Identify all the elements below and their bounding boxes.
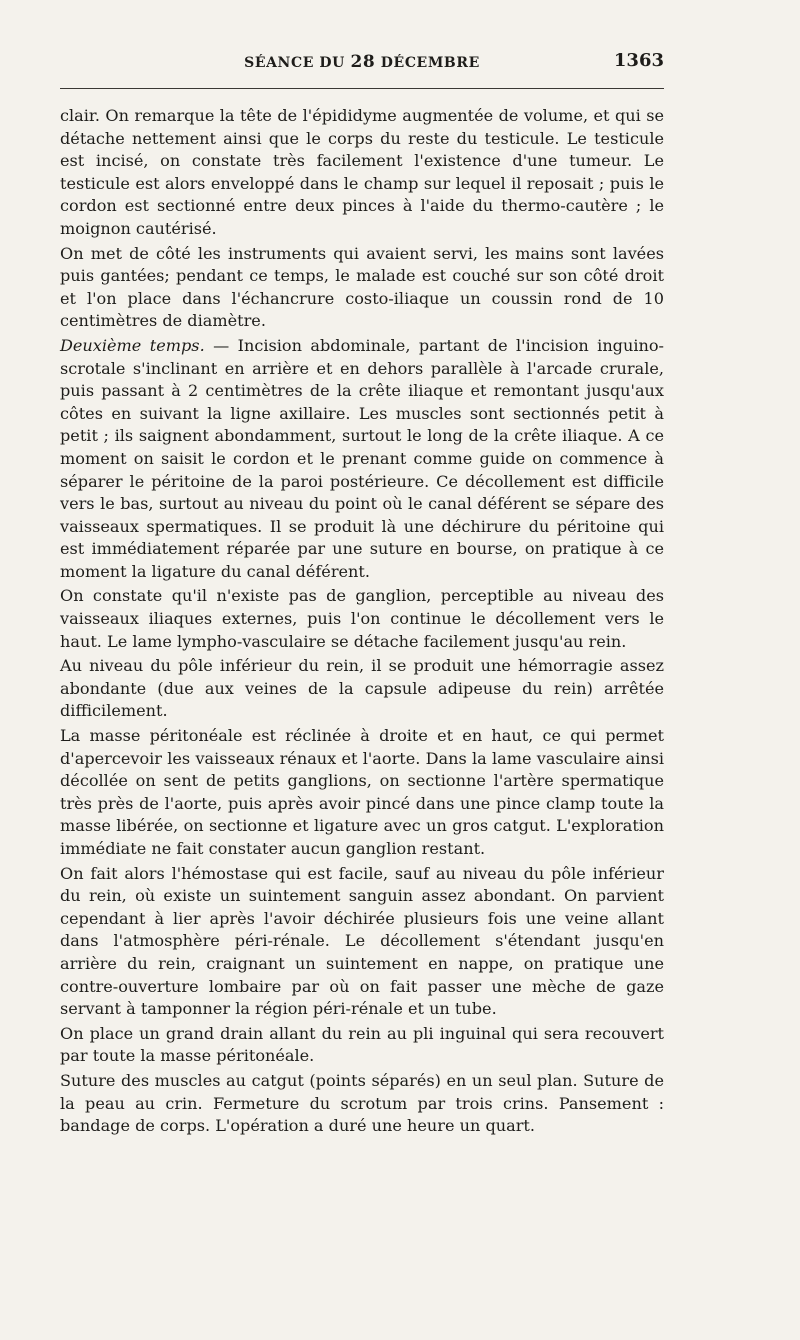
running-title xyxy=(60,52,664,72)
title-number: 28 xyxy=(350,52,376,72)
paragraph: On constate qu'il n'existe pas de ganglion, perceptible au niveau des vaisseaux iliaques externes, puis l'on continue le décollement vers le haut. Le lame lympho-vasculaire se détache facilement jusqu'au rein. xyxy=(60,586,664,651)
header-rule xyxy=(60,88,664,89)
document-page xyxy=(60,40,664,1140)
page-number: 1363 xyxy=(613,50,664,71)
paragraph: clair. On remarque la tête de l'épididyme augmentée de volume, et qui se détache nettement ainsi que le corps du reste du testicule. Le testicule est incisé, on constate très facilement l'existence d'une tumeur. Le testicule est alors enveloppé dans le champ sur lequel il reposait ; puis le cordon est sectionné entre deux pinces à l'aide du thermo-cautère ; le moignon cautérisé. xyxy=(60,106,664,238)
paragraph: La masse péritonéale est réclinée à droite et en haut, ce qui permet d'apercevoir les vaisseaux rénaux et l'aorte. Dans la lame vasculaire ainsi décollée on sent de petits ganglions, on sectionne l'artère spermatique très près de l'aorte, puis après avoir pincé dans une pince clamp toute la masse libérée, on sectionne et ligature avec un gros catgut. L'exploration immédiate ne fait constater aucun ganglion restant. xyxy=(60,726,664,858)
title-suffix: DÉCEMBRE xyxy=(375,55,480,71)
paragraph: On place un grand drain allant du rein au pli inguinal qui sera recouvert par toute la masse péritonéale. xyxy=(60,1023,664,1066)
paragraph: On fait alors l'hémostase qui est facile, sauf au niveau du pôle inférieur du rein, où existe un suintement sanguin assez abondant. On parvient cependant à lier après l'avoir déchirée plusieurs fois une veine allant dans l'atmosphère péri-rénale. Le décollement s'étendant jusqu'en arrière du rein, craignant un suintement en nappe, on pratique une contre-ouverture lombaire par où on fait passer une mèche de gaze servant à tamponner la région péri-rénale et un tube. xyxy=(60,863,664,1019)
section-lead: Deuxième temps. xyxy=(60,335,205,355)
title-prefix: SÉANCE DU xyxy=(244,55,351,71)
paragraph: Suture des muscles au catgut (points séparés) en un seul plan. Suture de la peau au crin. Fermeture du scrotum par trois crins. Pansement : bandage de corps. L'opération a duré une heure un quart. xyxy=(60,1070,664,1136)
paragraph: Au niveau du pôle inférieur du rein, il se produit une hémorragie assez abondante (due aux veines de la capsule adipeuse du rein) arrêtée difficilement. xyxy=(60,656,664,721)
paragraph-text: — Incision abdominale, partant de l'incision inguino-scrotale s'inclinant en arrière et en dehors parallèle à l'arcade crurale, puis passant à 2 centimètres de la crête iliaque et remontant jusqu'aux côtes en suivant la ligne axillaire. Les muscles sont sectionnés petit à petit ; ils saignent abondamment, surtout le long de la crête iliaque. A ce moment on saisit le cordon et le prenant comme guide on commence à séparer le péritoine de la paroi postérieure. Ce décollement est difficile vers le bas, surtout au niveau du point où le canal déférent se sépare des vaisseaux spermatiques. Il se produit là une déchirure du péritoine qui est immédiatement réparée par une suture en bourse, on pratique à ce moment la ligature du canal déférent. xyxy=(60,335,664,581)
running-header xyxy=(60,40,664,80)
body-text xyxy=(60,105,664,1138)
paragraph: On met de côté les instruments qui avaient servi, les mains sont lavées puis gantées; pendant ce temps, le malade est couché sur son côté droit et l'on place dans l'échancrure costo-iliaque un coussin rond de 10 centimètres de diamètre. xyxy=(60,243,664,331)
paragraph xyxy=(60,335,664,584)
